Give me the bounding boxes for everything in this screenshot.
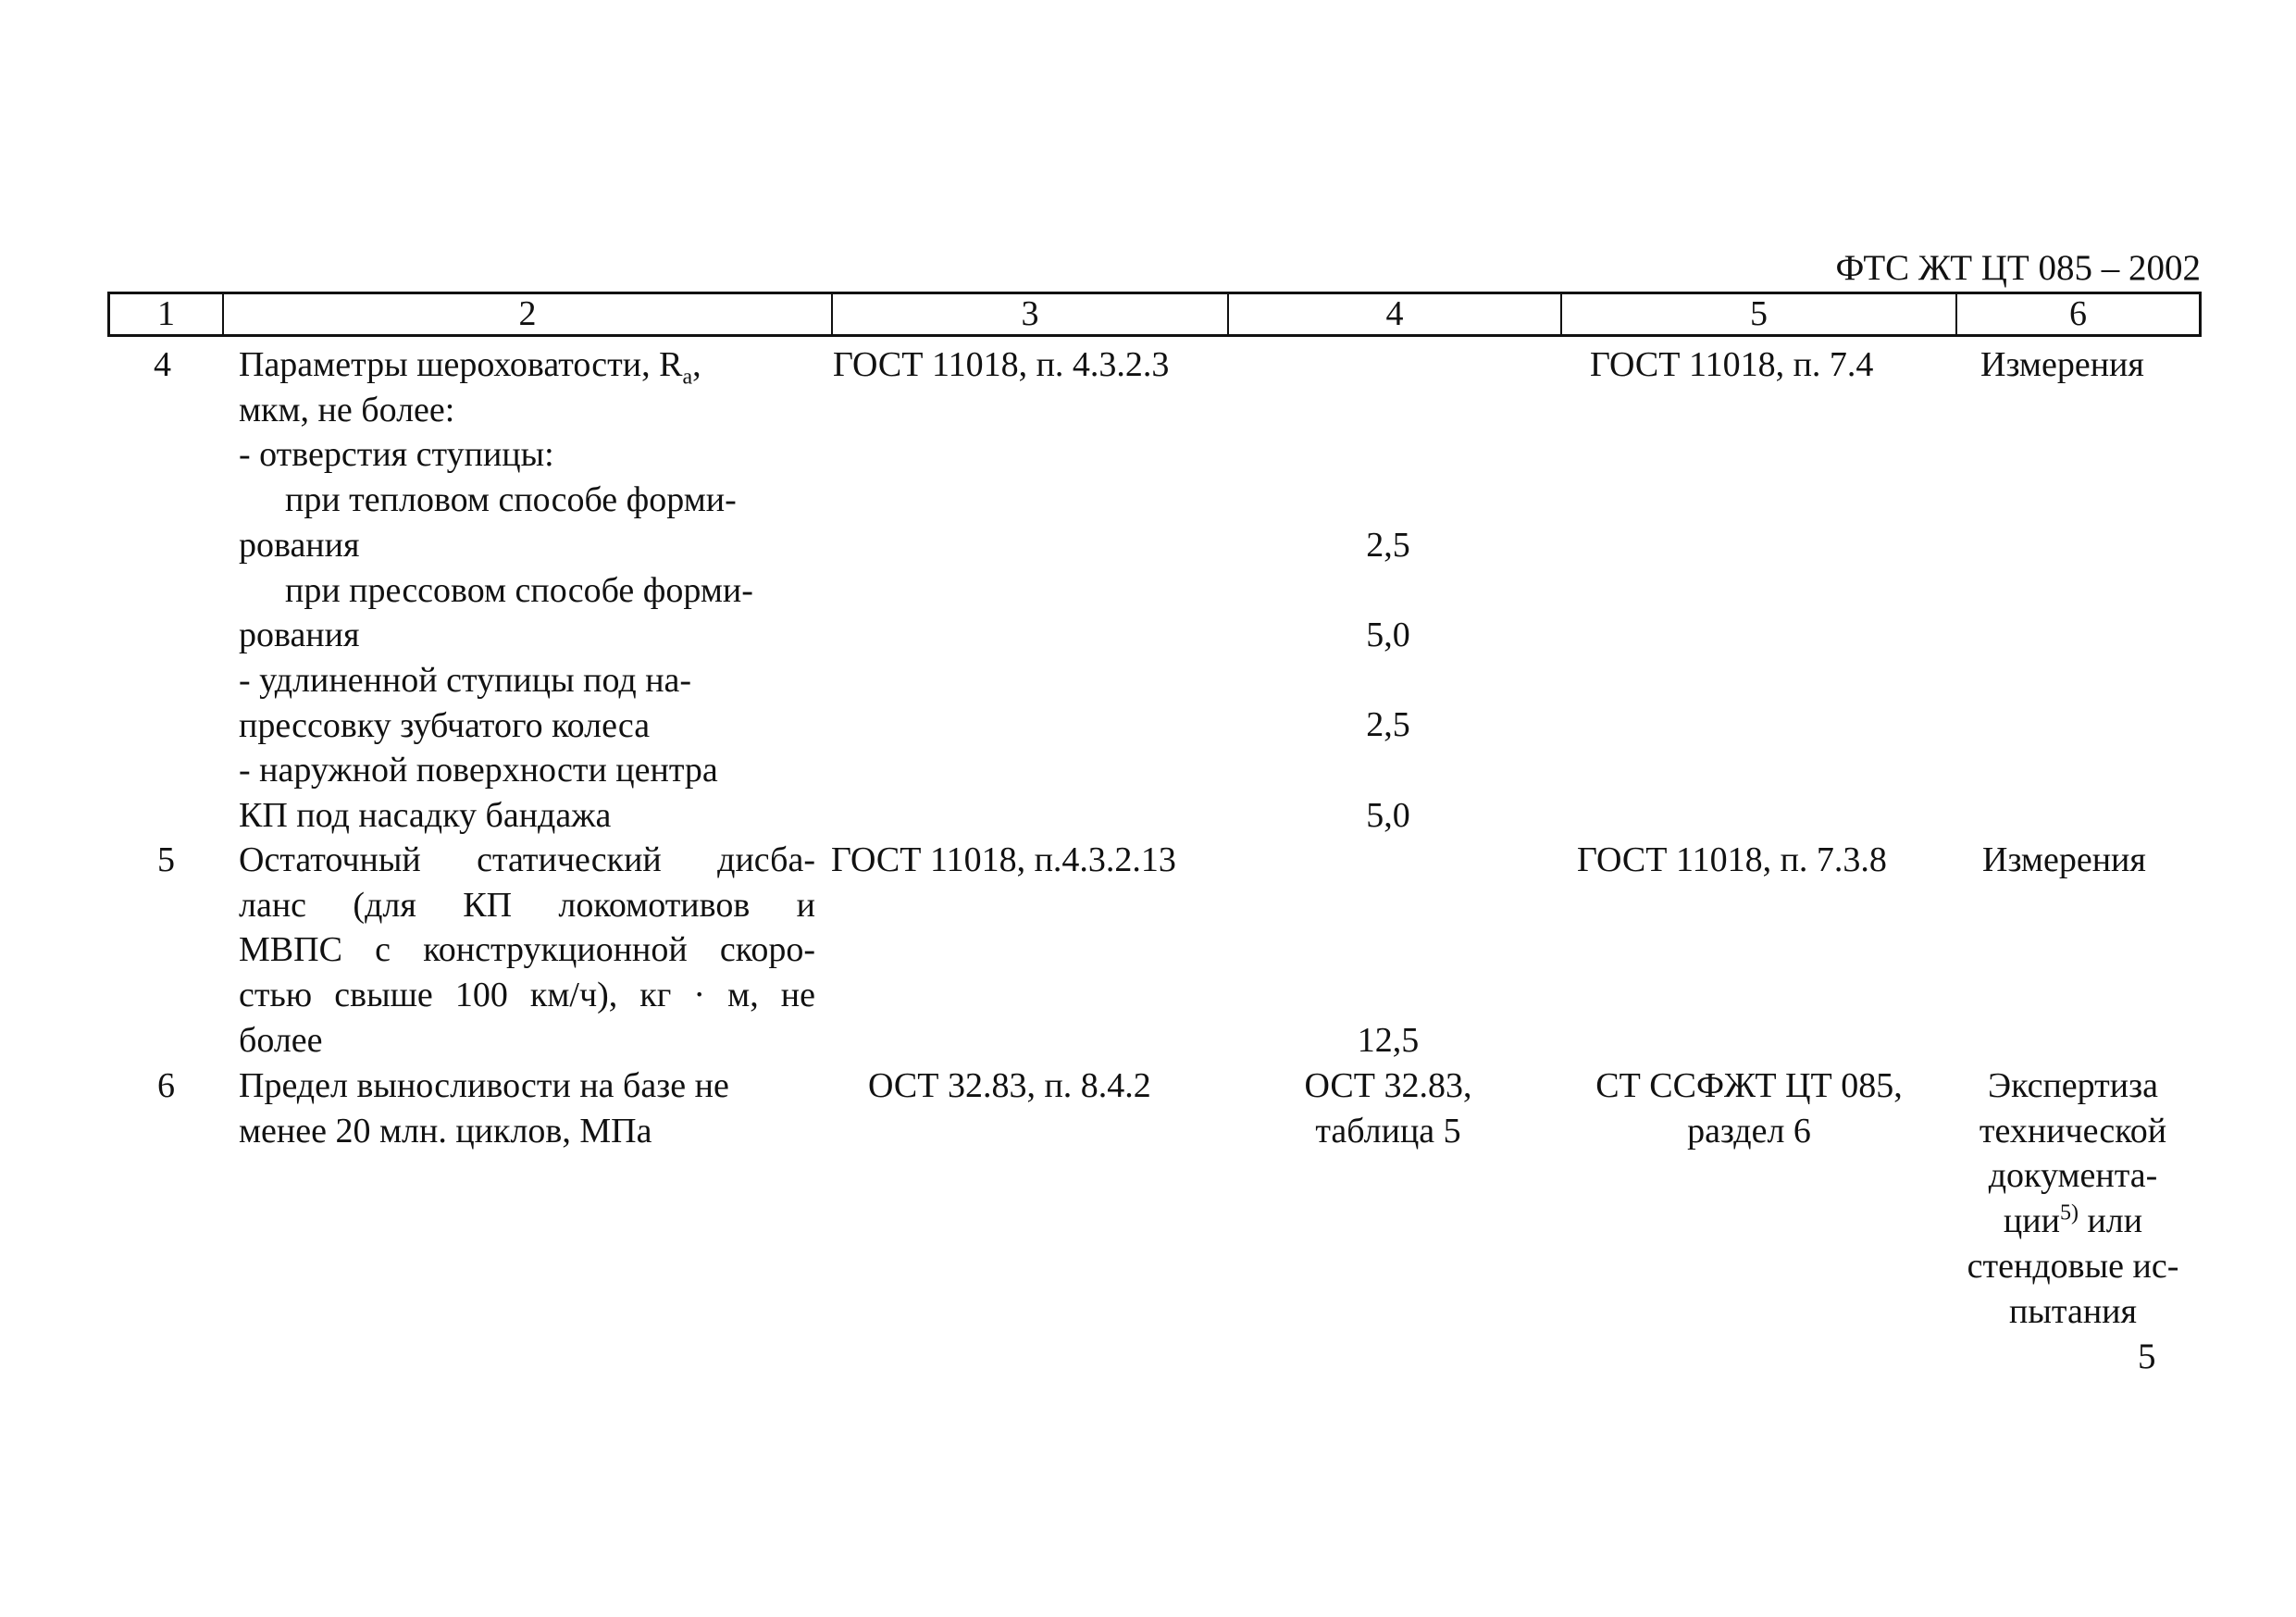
requirements-reference: ОСТ 32.83, п. 8.4.2 [868,1066,1151,1105]
method-line: СТ ССФЖТ ЦТ 085, [1595,1066,1903,1105]
confirmation-form: Измерения [1982,840,2146,879]
param-line: КП под насадку бандажа [239,796,612,836]
parameter-text [239,1063,729,1153]
header-col-4: 4 [1227,294,1560,334]
param-line: МВПС с конструкционной скоро- [239,930,815,970]
confirmation-line: технической [1979,1111,2167,1151]
param-line: рования [239,616,360,655]
value-line: ОСТ 32.83, [1304,1066,1472,1105]
confirmation-line: пытания [2009,1291,2137,1331]
value: 12,5 [1357,1021,1420,1060]
value: 2,5 [1366,705,1410,744]
header-col-6: 6 [1955,294,2199,334]
param-line: стью свыше 100 км/ч), кг · м, не [239,976,815,1015]
header-col-2: 2 [222,294,831,334]
parameter-text [239,838,815,1063]
param-line: Параметры шероховатости, $R_a$, [239,345,701,390]
confirmation-line: документа- [1988,1156,2158,1196]
param-line: при прессовом способе форми- [285,570,753,610]
param-line: Предел выносливости на базе не [239,1066,729,1105]
confirmation-line: Экспертиза [1988,1066,2158,1105]
page-number: 5 [2138,1337,2156,1376]
param-line: при тепловом способе форми- [285,480,737,520]
value: 2,5 [1366,526,1410,565]
row-number: 6 [157,1066,175,1105]
table-header-row [107,292,2202,337]
param-line: мкм, не более: [239,390,455,429]
param-line: ланс (для КП локомотивов и [239,885,815,925]
param-line: менее 20 млн. циклов, МПа [239,1111,652,1151]
confirmation-form: Измерения [1980,345,2144,384]
row-number: 5 [157,840,175,879]
footnote-ref: 5) [2059,1200,2079,1225]
requirements-reference: ГОСТ 11018, п.4.3.2.13 [831,840,1176,879]
value: 5,0 [1366,616,1410,654]
param-line: более [239,1020,323,1060]
value-line: таблица 5 [1315,1111,1461,1151]
param-line: рования [239,525,360,565]
confirmation-form [1934,1063,2212,1334]
parameter-text [239,342,753,839]
value-reference [1249,1063,1527,1153]
method-reference [1545,1063,1953,1153]
value: 5,0 [1366,796,1410,835]
confirmation-line: стендовые ис- [1967,1246,2179,1286]
document-code: ФТС ЖТ ЦТ 085 – 2002 [1835,248,2201,288]
param-line: - удлиненной ступицы под на- [239,660,692,700]
method-line: раздел 6 [1687,1111,1811,1151]
row-number: 4 [154,345,171,384]
header-col-5: 5 [1560,294,1955,334]
header-col-3: 3 [831,294,1227,334]
param-line: прессовку зубчатого колеса [239,705,651,745]
param-line: Остаточный статический дисба- [239,840,815,879]
method-reference: ГОСТ 11018, п. 7.4 [1590,345,1874,384]
param-line: - отверстия ступицы: [239,435,554,475]
confirmation-line: ции$^{5)}$ или [2003,1200,2143,1241]
param-line: - наружной поверхности центра [239,751,718,790]
header-col-1: 1 [157,294,175,333]
requirements-reference: ГОСТ 11018, п. 4.3.2.3 [833,345,1170,384]
method-reference: ГОСТ 11018, п. 7.3.8 [1577,840,1887,879]
